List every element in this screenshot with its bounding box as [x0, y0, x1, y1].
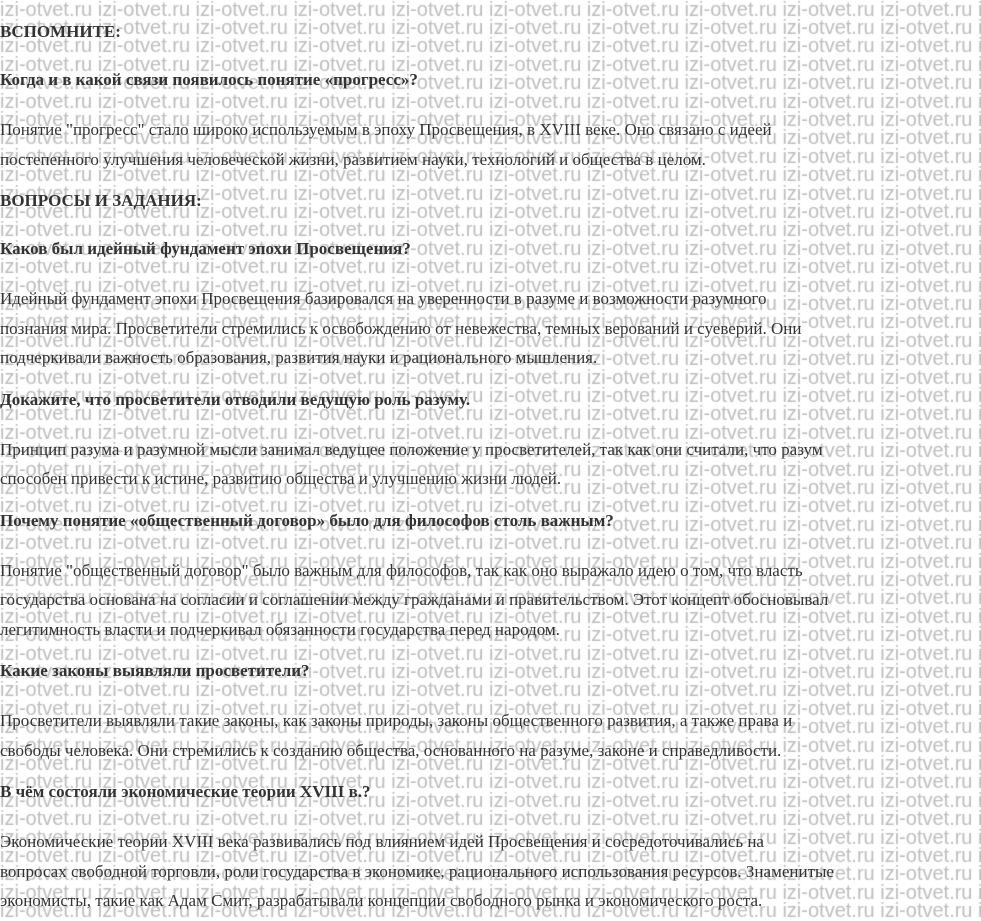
answer-line: подчеркивали важность образования, развития науки и рационального мышления.: [0, 348, 598, 367]
answer-line: Принцип разума и разумной мысли занимал ведущее положение у просветителей, так как они считали, что разум: [0, 439, 823, 459]
answer-line: Просветители выявляли такие законы, как законы природы, законы общественного развития, а также права и: [0, 711, 793, 730]
question-heading: Какие законы выявляли просветители?: [0, 661, 310, 680]
answer-line: экономисты, такие как Адам Смит, разрабатывали концепции свободного рынка и экономического роста.: [0, 891, 763, 910]
answer-paragraph: [0, 289, 981, 378]
section-heading: ВОПРОСЫ И ЗАДАНИЯ:: [0, 191, 202, 210]
answer-line: легитимность власти и подчеркивал обязанности государства перед народом.: [0, 619, 560, 639]
answer-line: способен привести к истине, развитию общества и улучшению жизни людей.: [0, 469, 562, 488]
answer-line: Идейный фундамент эпохи Просвещения базировался на уверенности в разуме и возможности разумного: [0, 289, 767, 308]
answer-line: Понятие "общественный договор" было важным для философов, так как оно выражало идею о том, что власть: [0, 560, 803, 580]
answer-paragraph: [0, 561, 981, 650]
question-heading: Почему понятие «общественный договор» было для философов столь важным?: [0, 510, 614, 530]
answer-line: Экономические теории XVIII века развивались под влиянием идей Просвещения и сосредоточивались на: [0, 832, 764, 851]
question-heading: Когда и в какой связи появилось понятие «прогресс»?: [0, 70, 418, 89]
answer-line: свободы человека. Они стремились к созданию общества, основанного на разуме, законе и справедливости.: [0, 740, 782, 760]
answer-paragraph: [0, 711, 981, 770]
answer-line: Понятие "прогресс" стало широко используемым в эпоху Просвещения, в XVIII веке. Оно связано с идеей: [0, 120, 772, 139]
answer-line: вопросах свободной торговли, роли государства в экономике, рационального использования ресурсов. Знаменитые: [0, 861, 834, 881]
section-heading: ВСПОМНИТЕ:: [0, 22, 121, 41]
answer-line: познания мира. Просветители стремились к освобождению от невежества, темных верований и суеверий. Они: [0, 318, 802, 338]
answer-paragraph: [0, 120, 981, 179]
answer-line: государства основана на согласии и соглашении между гражданами и правительством. Этот концепт обосновывал: [0, 590, 829, 609]
answer-paragraph: [0, 440, 981, 499]
question-heading: В чём состояли экономические теории XVIII в.?: [0, 782, 371, 801]
question-heading: Докажите, что просветители отводили ведущую роль разуму.: [0, 389, 471, 409]
answer-paragraph: [0, 832, 981, 921]
answer-line: постепенного улучшения человеческой жизни, развитием науки, технологий и общества в целом.: [0, 149, 706, 169]
question-heading: Каков был идейный фундамент эпохи Просвещения?: [0, 239, 411, 258]
